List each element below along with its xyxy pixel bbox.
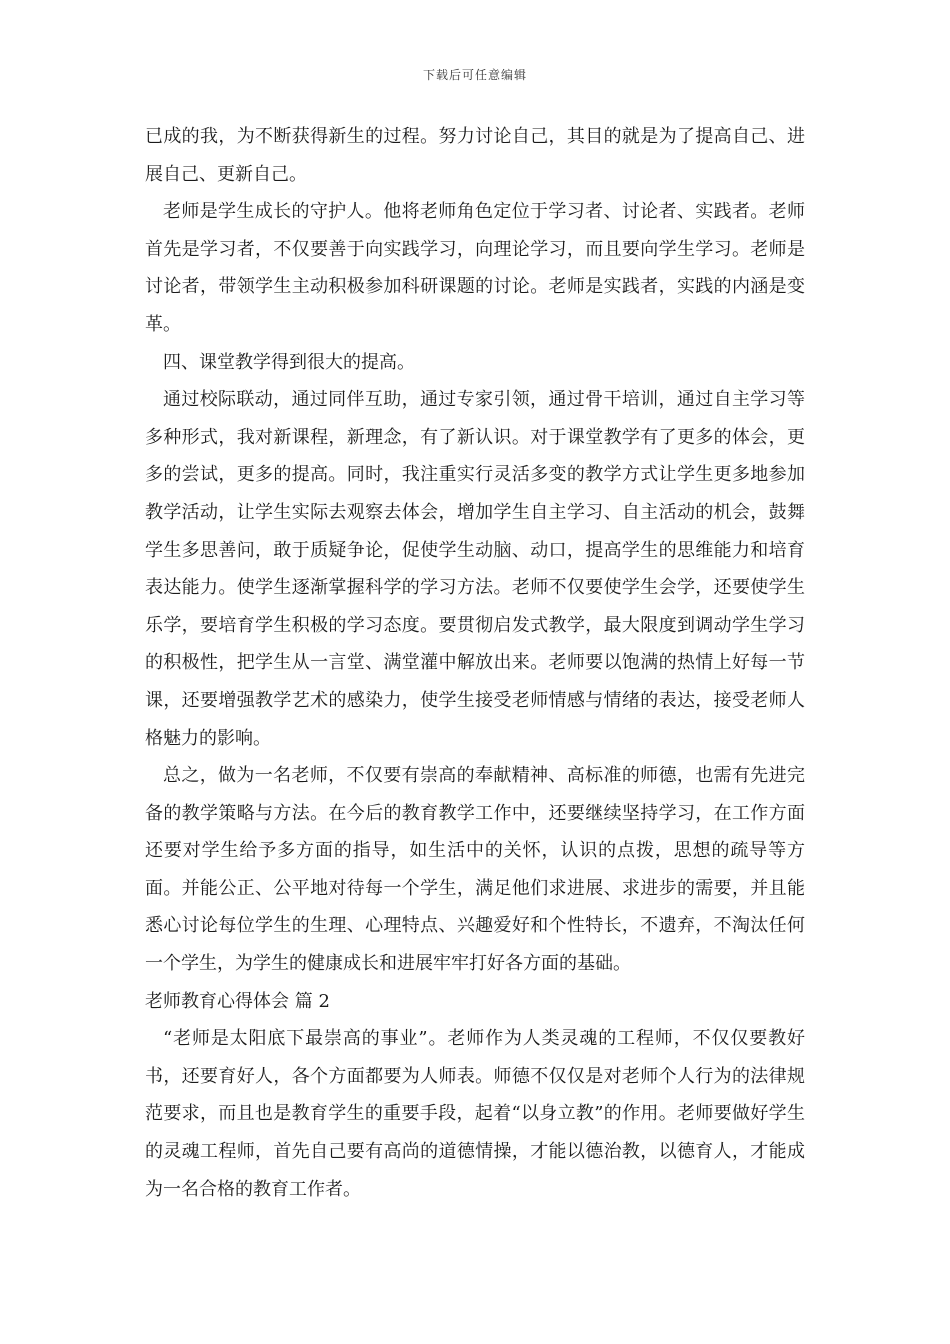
page-header: 下载后可任意编辑 [422, 68, 527, 82]
document-body [145, 118, 805, 1208]
paragraph-classroom-teaching: 通过校际联动，通过同伴互助，通过专家引领，通过骨干培训，通过自主学习等多种形式，我对新课程，新理念，有了新认识。对于课堂教学有了更多的体会，更多的尝试，更多的提高。同时，我注重实行灵活多变的教学方式让学生更多地参加教学活动，让学生实际去观察去体会，增加学生自主学习、自主活动的机会，鼓舞学生多思善问，敢于质疑争论，促使学生动脑、动口，提高学生的思维能力和培育表达能力。使学生逐渐掌握科学的学习方法。老师不仅要使学生会学，还要使学生乐学，要培育学生积极的学习态度。要贯彻启发式教学，最大限度到调动学生学习的积极性，把学生从一言堂、满堂灌中解放出来。老师要以饱满的热情上好每一节课，还要增强教学艺术的感染力，使学生接受老师情感与情绪的表达，接受老师人格魅力的影响。 [145, 389, 805, 749]
paragraph-section-four-heading: 四、课堂教学得到很大的提高。 [163, 351, 415, 373]
paragraph-conclusion: 总之，做为一名老师，不仅要有崇高的奉献精神、高标准的师德，也需有先进完备的教学策略与方法。在今后的教育教学工作中，还要继续坚持学习，在工作方面还要对学生给予多方面的指导，如生活中的关怀，认识的点拨，思想的疏导等方面。并能公正、公平地对待每一个学生，满足他们求进展、求进步的需要，并且能悉心讨论每位学生的生理、心理特点、兴趣爱好和个性特长，不遗弃，不淘汰任何一个学生，为学生的健康成长和进展牢牢打好各方面的基础。 [145, 765, 805, 975]
section-title: 老师教育心得体会 篇 2 [145, 990, 330, 1012]
paragraph-teacher-role: 老师是学生成长的守护人。他将老师角色定位于学习者、讨论者、实践者。老师首先是学习者，不仅要善于向实践学习，向理论学习，而且要向学生学习。老师是讨论者，带领学生主动积极参加科研课题的讨论。老师是实践者，实践的内涵是变革。 [145, 201, 805, 335]
paragraph-intro: 已成的我，为不断获得新生的过程。努力讨论自己，其目的就是为了提高自己、进展自己、更新自己。 [145, 126, 805, 185]
paragraph-section-two-body: “老师是太阳底下最崇高的事业”。老师作为人类灵魂的工程师，不仅仅要教好书，还要育好人，各个方面都要为人师表。师德不仅仅是对老师个人行为的法律规范要求，而且也是教育学生的重要手段，起着“以身立教”的作用。老师要做好学生的灵魂工程师，首先自己要有高尚的道德情操，才能以德治教，以德育人，才能成为一名合格的教育工作者。 [145, 1028, 805, 1200]
